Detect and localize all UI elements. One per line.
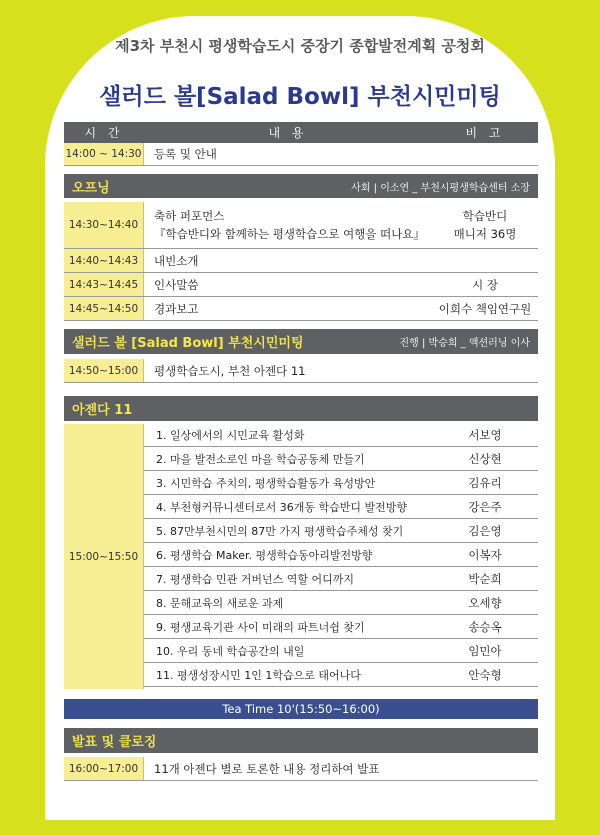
table-row xyxy=(64,202,538,249)
agenda-time: 15:00~15:50 xyxy=(64,424,144,689)
agenda-item-speaker: 임민아 xyxy=(468,644,502,658)
col-time-header: 시 간 xyxy=(84,126,124,140)
agenda-item-content: 5. 87만부천시민의 87만 가지 평생학습주체성 찾기 xyxy=(156,525,404,538)
row-time: 14:43~14:45 xyxy=(64,273,144,296)
agenda-item-content: 3. 시민학습 주치의, 평생학습활동가 육성방안 xyxy=(156,477,376,490)
table-row xyxy=(64,757,538,781)
list-item xyxy=(144,472,538,495)
agenda-item-content: 4. 부천형커뮤니센터로서 36개동 학습반디 발전방향 xyxy=(156,501,407,514)
row-time: 14:50~15:00 xyxy=(64,359,144,382)
list-item xyxy=(144,544,538,567)
agenda-item-content: 7. 평생학습 민관 거버넌스 역할 어디까지 xyxy=(156,573,354,586)
section-header-salad-bowl xyxy=(64,329,538,354)
row-content: 인사말씀 xyxy=(154,277,199,292)
agenda-item-content: 1. 일상에서의 시민교육 활성화 xyxy=(156,429,305,442)
section-host: 진행 | 박승희 _ 액션러닝 이사 xyxy=(399,338,530,349)
agenda-item-content: 8. 문해교육의 새로운 과제 xyxy=(156,597,284,610)
section-title: 오프닝 xyxy=(72,180,110,196)
note-line: 매니저 36명 xyxy=(453,227,517,241)
agenda-item-speaker: 박순희 xyxy=(468,572,502,586)
list-item xyxy=(144,640,538,663)
agenda-item-content: 9. 평생교육기관 사이 미래의 파트너쉽 찾기 xyxy=(156,621,365,634)
section-title: 발표 및 클로징 xyxy=(72,735,157,750)
performance-title: 축하 퍼포먼스 xyxy=(154,209,225,223)
table-row xyxy=(64,359,538,383)
row-note: 이희수 책임연구원 xyxy=(438,301,532,316)
row-content: 경과보고 xyxy=(154,301,199,316)
agenda-item-speaker: 신상현 xyxy=(468,452,502,466)
list-item xyxy=(144,424,538,447)
note-line: 학습반디 xyxy=(462,209,508,223)
section-title: 샐러드 볼 [Salad Bowl] 부천시민미팅 xyxy=(72,336,304,351)
row-content: 11개 아젠다 별로 토론한 내용 정리하여 발표 xyxy=(154,761,380,776)
row-note: 시 장 xyxy=(472,277,498,292)
row-note xyxy=(432,359,538,382)
agenda-item-speaker: 송승옥 xyxy=(468,620,502,634)
section-header-closing xyxy=(64,728,538,753)
table-row xyxy=(64,249,538,273)
row-note xyxy=(432,143,538,165)
row-content: 평생학습도시, 부천 아젠다 11 xyxy=(154,363,306,378)
agenda-item-content: 11. 평생성장시민 1인 1학습으로 태어나다 xyxy=(156,669,361,682)
table-row xyxy=(64,143,538,166)
list-item xyxy=(144,568,538,591)
list-item xyxy=(144,520,538,543)
agenda-item-content: 2. 마을 발전소로인 마을 학습공동체 만들기 xyxy=(156,453,365,466)
agenda-item-speaker: 김유리 xyxy=(468,476,502,490)
row-time: 14:45~14:50 xyxy=(64,297,144,320)
agenda-item-content: 10. 우리 동네 학습공간의 내일 xyxy=(156,645,305,658)
list-item xyxy=(144,592,538,615)
section-header-opening xyxy=(64,174,538,198)
section-host: 사회 | 이소연 _ 부천시평생학습센터 소장 xyxy=(351,182,530,194)
tea-time-bar: Tea Time 10'(15:50~16:00) xyxy=(64,699,538,719)
agenda-item-speaker: 이복자 xyxy=(468,548,502,562)
list-item xyxy=(144,496,538,519)
row-note xyxy=(432,202,538,248)
event-title: 샐러드 볼[Salad Bowl] 부천시민미팅 xyxy=(99,84,501,110)
row-time: 14:30~14:40 xyxy=(64,202,144,248)
row-content: 내빈소개 xyxy=(154,253,199,268)
row-content xyxy=(144,202,432,248)
table-row xyxy=(64,273,538,297)
agenda-item-speaker: 안숙형 xyxy=(468,668,502,682)
row-note xyxy=(432,757,538,780)
agenda-item-speaker: 오세향 xyxy=(468,596,502,610)
agenda-item-content: 6. 평생학습 Maker. 평생학습동아리발전방향 xyxy=(156,549,373,562)
table-header xyxy=(64,122,538,143)
row-time: 16:00~17:00 xyxy=(64,757,144,780)
schedule-table xyxy=(64,122,538,782)
col-content-header: 내 용 xyxy=(268,126,308,140)
section-header-agenda xyxy=(64,396,538,421)
row-note xyxy=(432,249,538,272)
list-item xyxy=(144,664,538,687)
agenda-item-speaker: 강은주 xyxy=(468,500,502,514)
list-item xyxy=(144,448,538,471)
row-content: 등록 및 안내 xyxy=(154,147,217,161)
agenda-item-speaker: 김은영 xyxy=(468,524,502,538)
col-note-header: 비 고 xyxy=(465,126,505,140)
row-time: 14:00 ~ 14:30 xyxy=(64,143,144,165)
agenda-item-speaker: 서보영 xyxy=(468,428,502,442)
performance-subtitle: 『학습반디와 함께하는 평생학습으로 여행을 떠나요』 xyxy=(154,227,425,241)
row-time: 14:40~14:43 xyxy=(64,249,144,272)
event-subtitle: 제3차 부천시 평생학습도시 중장기 종합발전계획 공청회 xyxy=(115,37,485,55)
agenda-block xyxy=(64,424,538,689)
table-row xyxy=(64,297,538,321)
section-title: 아젠다 11 xyxy=(72,403,133,418)
list-item xyxy=(144,616,538,639)
